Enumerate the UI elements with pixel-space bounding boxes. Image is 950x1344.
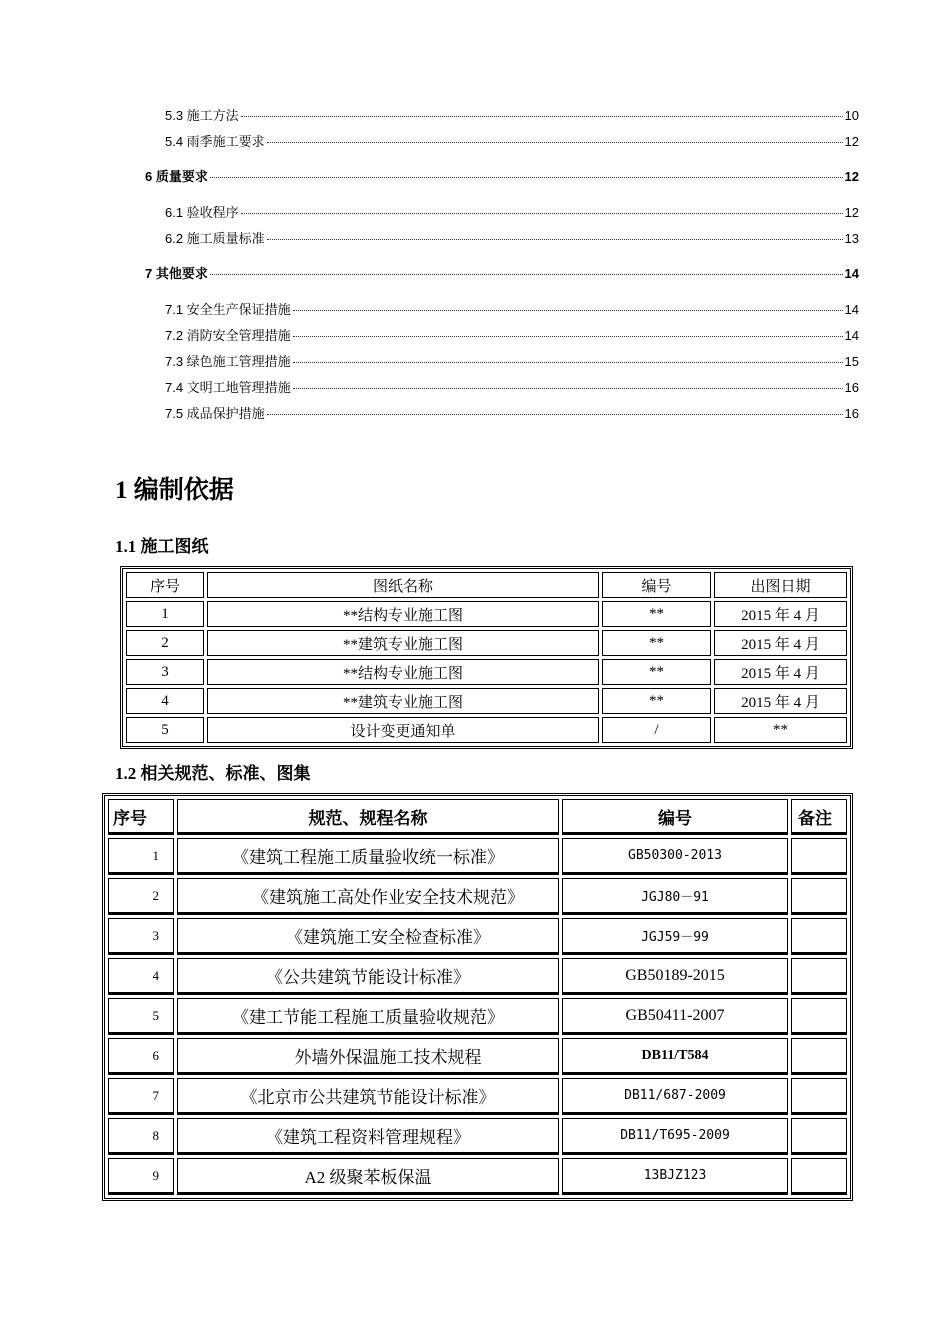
cell-code: ** bbox=[602, 630, 711, 656]
cell-no: 2 bbox=[126, 630, 204, 656]
toc-leader bbox=[241, 115, 843, 117]
cell-note bbox=[791, 1038, 847, 1075]
drawings-table bbox=[120, 566, 853, 749]
toc-label: 7.2 消防安全管理措施 bbox=[165, 328, 291, 343]
toc-page: 12 bbox=[844, 169, 859, 184]
toc-page: 15 bbox=[844, 354, 859, 369]
cell-code: GB50189-2015 bbox=[562, 958, 788, 995]
table-row bbox=[126, 717, 847, 743]
header-cell: 图纸名称 bbox=[207, 572, 599, 598]
header-cell: 编号 bbox=[562, 799, 788, 835]
toc-leader bbox=[267, 141, 843, 143]
toc-leader bbox=[293, 335, 843, 337]
cell-code: DB11/T695-2009 bbox=[562, 1118, 788, 1155]
cell-code: GB50300-2013 bbox=[562, 838, 788, 875]
table-row bbox=[126, 659, 847, 685]
table-row bbox=[108, 958, 847, 995]
toc-label: 5.3 施工方法 bbox=[165, 108, 239, 123]
header-cell: 备注 bbox=[791, 799, 847, 835]
toc-label: 7 其他要求 bbox=[145, 266, 208, 281]
toc-entry[interactable] bbox=[165, 403, 859, 422]
cell-no: 2 bbox=[108, 878, 174, 915]
table-row bbox=[108, 838, 847, 875]
cell-note bbox=[791, 878, 847, 915]
cell-no: 6 bbox=[108, 1038, 174, 1075]
table-row bbox=[108, 918, 847, 955]
cell-note bbox=[791, 1118, 847, 1155]
toc-leader bbox=[267, 413, 843, 415]
toc-entry[interactable] bbox=[165, 228, 859, 247]
toc-label: 7.3 绿色施工管理措施 bbox=[165, 354, 291, 369]
cell-code: 13BJZ123 bbox=[562, 1158, 788, 1195]
cell-drawing-name: **结构专业施工图 bbox=[207, 659, 599, 685]
cell-standard-name: A2 级聚苯板保温 bbox=[177, 1158, 559, 1195]
toc-entry[interactable] bbox=[165, 299, 859, 318]
table-row bbox=[108, 1158, 847, 1195]
table-row bbox=[108, 1078, 847, 1115]
cell-standard-name: 外墙外保温施工技术规程 bbox=[177, 1038, 559, 1075]
cell-note bbox=[791, 1158, 847, 1195]
toc-entry[interactable] bbox=[145, 263, 859, 282]
table-header-row bbox=[108, 799, 847, 835]
cell-no: 9 bbox=[108, 1158, 174, 1195]
cell-drawing-name: **建筑专业施工图 bbox=[207, 688, 599, 714]
toc-entry[interactable] bbox=[165, 377, 859, 396]
cell-code: ** bbox=[602, 601, 711, 627]
standards-table bbox=[102, 793, 853, 1201]
cell-no: 8 bbox=[108, 1118, 174, 1155]
toc-entry[interactable] bbox=[165, 105, 859, 124]
toc-label: 7.1 安全生产保证措施 bbox=[165, 302, 291, 317]
cell-no: 3 bbox=[126, 659, 204, 685]
toc-page: 14 bbox=[844, 302, 859, 317]
toc-page: 12 bbox=[844, 134, 859, 149]
cell-no: 5 bbox=[108, 998, 174, 1035]
cell-date: 2015 年 4 月 bbox=[714, 601, 847, 627]
toc-leader bbox=[210, 273, 843, 275]
cell-code: DB11/687-2009 bbox=[562, 1078, 788, 1115]
toc-entry[interactable] bbox=[165, 351, 859, 370]
cell-code: DB11/T584 bbox=[562, 1038, 788, 1075]
cell-no: 5 bbox=[126, 717, 204, 743]
cell-no: 7 bbox=[108, 1078, 174, 1115]
toc-page: 12 bbox=[844, 205, 859, 220]
table-row bbox=[126, 630, 847, 656]
cell-drawing-name: 设计变更通知单 bbox=[207, 717, 599, 743]
cell-code: JGJ59－99 bbox=[562, 918, 788, 955]
toc-label: 5.4 雨季施工要求 bbox=[165, 134, 265, 149]
cell-standard-name: 《建筑施工高处作业安全技术规范》 bbox=[177, 878, 559, 915]
toc-leader bbox=[293, 309, 843, 311]
toc-page: 10 bbox=[844, 108, 859, 123]
toc-entry[interactable] bbox=[165, 325, 859, 344]
toc-label: 6.1 验收程序 bbox=[165, 205, 239, 220]
cell-standard-name: 《建筑工程资料管理规程》 bbox=[177, 1118, 559, 1155]
header-cell: 序号 bbox=[108, 799, 174, 835]
cell-no: 3 bbox=[108, 918, 174, 955]
toc-page: 14 bbox=[844, 328, 859, 343]
toc-page: 16 bbox=[844, 380, 859, 395]
cell-standard-name: 《建筑施工安全检查标准》 bbox=[177, 918, 559, 955]
toc-entry[interactable] bbox=[165, 131, 859, 150]
cell-note bbox=[791, 918, 847, 955]
cell-code: / bbox=[602, 717, 711, 743]
toc-leader bbox=[210, 176, 843, 178]
header-cell: 序号 bbox=[126, 572, 204, 598]
cell-note bbox=[791, 958, 847, 995]
cell-code: GB50411-2007 bbox=[562, 998, 788, 1035]
table-row bbox=[108, 1038, 847, 1075]
toc-entry[interactable] bbox=[145, 166, 859, 185]
toc-label: 6 质量要求 bbox=[145, 169, 208, 184]
toc-label: 6.2 施工质量标准 bbox=[165, 231, 265, 246]
cell-date: 2015 年 4 月 bbox=[714, 659, 847, 685]
toc-label: 7.4 文明工地管理措施 bbox=[165, 380, 291, 395]
cell-date: 2015 年 4 月 bbox=[714, 630, 847, 656]
cell-note bbox=[791, 1078, 847, 1115]
cell-date: 2015 年 4 月 bbox=[714, 688, 847, 714]
toc-leader bbox=[293, 361, 843, 363]
cell-note bbox=[791, 838, 847, 875]
cell-no: 4 bbox=[108, 958, 174, 995]
cell-no: 4 bbox=[126, 688, 204, 714]
toc-leader bbox=[241, 212, 843, 214]
toc-page: 14 bbox=[844, 266, 859, 281]
cell-date: ** bbox=[714, 717, 847, 743]
header-cell: 规范、规程名称 bbox=[177, 799, 559, 835]
header-cell: 出图日期 bbox=[714, 572, 847, 598]
cell-standard-name: 《建工节能工程施工质量验收规范》 bbox=[177, 998, 559, 1035]
cell-standard-name: 《建筑工程施工质量验收统一标准》 bbox=[177, 838, 559, 875]
cell-drawing-name: **建筑专业施工图 bbox=[207, 630, 599, 656]
cell-no: 1 bbox=[126, 601, 204, 627]
header-cell: 编号 bbox=[602, 572, 711, 598]
table-row bbox=[108, 878, 847, 915]
toc-page: 13 bbox=[844, 231, 859, 246]
toc-leader bbox=[293, 387, 843, 389]
table-header-row bbox=[126, 572, 847, 598]
cell-drawing-name: **结构专业施工图 bbox=[207, 601, 599, 627]
toc-entry[interactable] bbox=[165, 202, 859, 221]
cell-note bbox=[791, 998, 847, 1035]
cell-code: ** bbox=[602, 659, 711, 685]
cell-code: JGJ80－91 bbox=[562, 878, 788, 915]
cell-standard-name: 《公共建筑节能设计标准》 bbox=[177, 958, 559, 995]
table-row bbox=[108, 998, 847, 1035]
cell-no: 1 bbox=[108, 838, 174, 875]
table-row bbox=[126, 688, 847, 714]
toc-leader bbox=[267, 238, 843, 240]
cell-code: ** bbox=[602, 688, 711, 714]
toc-page: 16 bbox=[844, 406, 859, 421]
table-row bbox=[126, 601, 847, 627]
table-row bbox=[108, 1118, 847, 1155]
section-heading: 1 编制依据 bbox=[115, 477, 234, 504]
subsection-heading-standards: 1.2 相关规范、标准、图集 bbox=[115, 764, 311, 783]
toc-label: 7.5 成品保护措施 bbox=[165, 406, 265, 421]
cell-standard-name: 《北京市公共建筑节能设计标准》 bbox=[177, 1078, 559, 1115]
subsection-heading-drawings: 1.1 施工图纸 bbox=[115, 537, 209, 556]
